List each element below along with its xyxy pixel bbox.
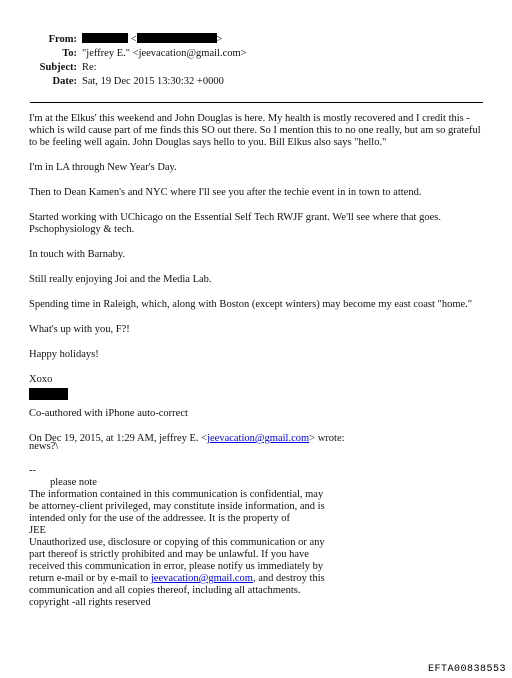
body-paragraph: What's up with you, F?! bbox=[29, 324, 130, 335]
body-paragraph: I'm in LA through New Year's Day. bbox=[29, 162, 177, 173]
redaction-block bbox=[137, 33, 217, 43]
disclaimer-part: Unauthorized use, disclosure or copying of this communication or any part thereof is strictly prohibited and may be unlawful. If you have received this communication in error, please notify us immediately by return e-mail or by e-mail to bbox=[29, 537, 325, 584]
signature-redaction bbox=[29, 388, 68, 400]
email-body bbox=[29, 113, 491, 458]
disclaimer-part: , and destroy this communication and all copies thereof, including all attachments. copyright -all rights reserved bbox=[29, 573, 325, 608]
email-link[interactable]: jeevacation@gmail.com bbox=[207, 433, 310, 444]
disclaimer-text: The information contained in this communication is confidential, may be attorney-client privileged, may constitute inside information, and is intended only for the use of the addressee. It is the property of bbox=[29, 489, 325, 524]
from-close-bracket: > bbox=[216, 34, 223, 45]
body-paragraph: I'm at the Elkus' this weekend and John Douglas is here. My health is mostly recovered and I credit this - which is wild cause part of me finds this SO out there. So I mention this to no one really, but am so grateful to be feeling well again. John Douglas says hello to you. Bill Elkus also says "hello." bbox=[29, 113, 481, 148]
email-link[interactable]: jeevacation@gmail.com bbox=[150, 573, 253, 584]
redaction-block bbox=[82, 33, 128, 43]
date-label: Date: bbox=[52, 76, 77, 87]
body-paragraph: Still really enjoying Joi and the Media Lab. bbox=[29, 274, 212, 285]
header-divider bbox=[30, 102, 483, 103]
from-open-bracket: < bbox=[130, 34, 137, 45]
document-id: EFTA00838553 bbox=[427, 664, 506, 675]
quoted-message bbox=[29, 441, 329, 609]
from-label: From: bbox=[48, 34, 77, 45]
coauthored-line: Co-authored with iPhone auto-correct bbox=[29, 408, 188, 419]
disclaimer-text bbox=[29, 537, 329, 609]
attribution-prefix: On Dec 19, 2015, at 1:29 AM, jeffrey E. < bbox=[29, 433, 208, 444]
date-row bbox=[0, 75, 512, 89]
disclaimer-owner: JEE bbox=[29, 525, 46, 536]
from-row bbox=[0, 33, 512, 47]
to-label: To: bbox=[62, 48, 77, 59]
signoff: Xoxo bbox=[29, 374, 53, 385]
body-paragraph: Happy holidays! bbox=[29, 349, 99, 360]
body-paragraph: Spending time in Raleigh, which, along with Boston (except winters) may become my east coast "home." bbox=[29, 299, 473, 310]
body-paragraph: Then to Dean Kamen's and NYC where I'll see you after the techie event in in town to attend. bbox=[29, 187, 422, 198]
body-paragraph: In touch with Barnaby. bbox=[29, 249, 126, 260]
subject-value: Re: bbox=[82, 62, 97, 73]
attribution-suffix: > wrote: bbox=[309, 433, 345, 444]
from-value bbox=[82, 33, 222, 47]
to-value: "jeffrey E." <jeevacation@gmail.com> bbox=[82, 48, 247, 59]
signature-dash: -- bbox=[29, 465, 36, 476]
subject-row bbox=[0, 61, 512, 75]
quoted-text: news?\ bbox=[29, 441, 59, 452]
subject-label: Subject: bbox=[39, 62, 77, 73]
body-paragraph: Started working with UChicago on the Essential Self Tech RWJF grant. We'll see where that goes. Pschophysiology & tech. bbox=[29, 212, 441, 235]
date-value: Sat, 19 Dec 2015 13:30:32 +0000 bbox=[82, 76, 224, 87]
to-row bbox=[0, 47, 512, 61]
email-header bbox=[0, 33, 512, 89]
please-note: please note bbox=[50, 477, 97, 488]
